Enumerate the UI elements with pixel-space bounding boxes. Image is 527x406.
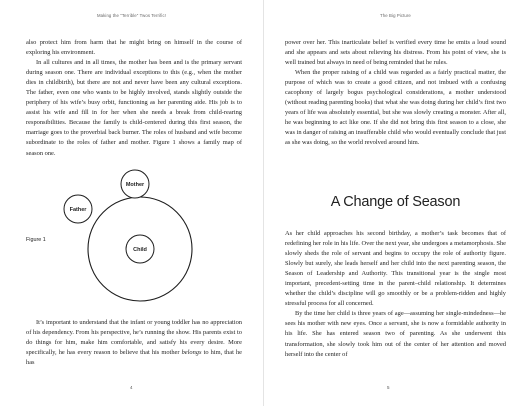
right-paragraph-2: When the proper raising of a child was regarded as a fairly practical matter, the purpose of which was to create a good citizen, and not imbued with a confusing cacophony of largely bogus psychological considerations, a mother understood (without reading parenting books) that what she was doing during her child’s first two years of life was absolutely essential, but she was slowly creating a monster. After all, he was beginning to act like one. If she did not bring this first season to a close, she was in danger of raising an insufferable child who would eventually conclude that just as she was doing, so the world revolved around him.: [285, 69, 506, 147]
right-paragraph-1: power over her. This inarticulate belief is verified every time he emits a loud sound and she appears and sets about relieving his distress. From his point of view, she is well trained but always in need of being reminded that he rules.: [285, 39, 506, 67]
right-page-number: 5: [387, 385, 390, 390]
right-paragraph-3: As her child approaches his second birthday, a mother’s task becomes that of redefining her role in his life. Over the next year, she undergoes a metamorphosis. She slowly sheds the role of servant and begins to occupy the role of authority figure. Slowly but surely, she leads herself and her child into the next parenting season, the Season of Leadership and Authority. This transitional year is the single most important, precedent-setting time in the parent–child relationship. It determines whether the child’s discipline will go smoothly or be a problem-ridden and highly stressful process for all concerned.: [285, 230, 506, 308]
left-body-bottom: [26, 318, 242, 368]
left-running-head: Making the "Terrible" Twos Terrific!: [96, 13, 167, 18]
right-body-top: [285, 38, 506, 149]
left-paragraph-3: [26, 318, 242, 368]
father-node-label: Father: [69, 207, 87, 213]
child-node-label: Child: [133, 247, 147, 253]
figure-label: Figure 1: [26, 237, 46, 243]
left-page-number: 4: [130, 385, 133, 390]
left-body-top: [26, 38, 242, 159]
right-body-bottom: [285, 229, 506, 360]
left-paragraph-2: In all cultures and in all times, the mother has been and is the primary servant during season one. There are individual exceptions to this (e.g., when the mother dies in childbirth), but there are not and never have been any cultural exceptions. The father, even one who wants to be highly involved, stands slightly outside the periphery of his wife’s busy orbit, functioning as her parenting aide. His job is to assist his wife and fill in for her when she needs a break from child-rearing responsibilities. Because the family is child-centered during this first season, the marriage goes to the proverbial back burner. The roles of husband and wife become subordinate to the roles of father and mother. Figure 1 shows a family map of season one.: [26, 59, 242, 157]
family-map-diagram: [60, 146, 210, 306]
section-heading: A Change of Season: [330, 194, 461, 210]
mother-node-label: Mother: [125, 182, 145, 188]
right-page: [264, 0, 527, 406]
left-page: [0, 0, 263, 406]
right-paragraph-4: By the time her child is three years of age—assuming her single-mindedness—he sees his mother with new eyes. Once a servant, she is now a formidable authority in his life. She has entered season two of parenting. As she underwent this transformation, she slowly took him out of the center of her attention and moved herself into the center of: [285, 310, 506, 358]
left-paragraph-3-start: It’s important to understand that the infant or young toddler has no appreciation of his dependency. From his perspective, he’s running the show. His parents exist to do things for him, make him comfortable, and satisfy his every desire. More specifically, he has every reason to believe that his mother: [26, 319, 242, 357]
left-paragraph-1: also protect him from harm that he might bring on himself in the course of exploring his environment.: [26, 39, 242, 57]
left-paragraph-3-end: to him, that he has: [26, 349, 242, 367]
right-running-head: The Big Picture: [380, 13, 411, 18]
left-paragraph-3-emphasis: belongs: [181, 349, 202, 357]
